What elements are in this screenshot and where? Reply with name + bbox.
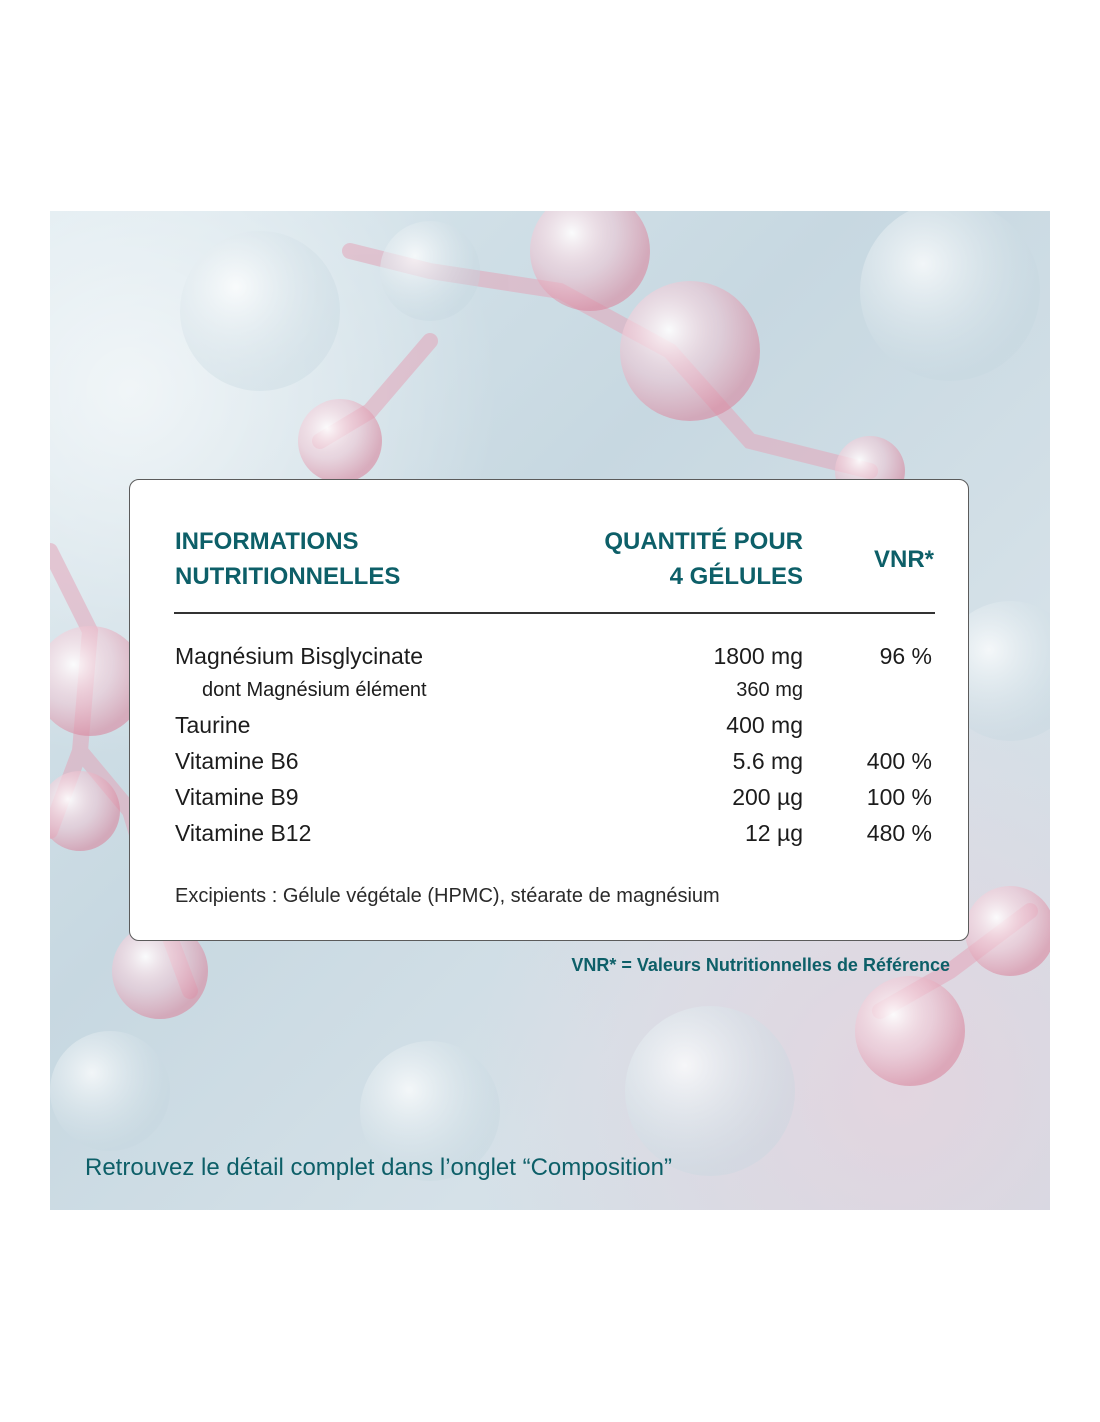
composition-tab-hint: Retrouvez le détail complet dans l’onglet “Composition”: [85, 1154, 672, 1181]
nutrient-quantity: 5.6 mg: [732, 748, 803, 774]
nutrient-name: Vitamine B12: [175, 820, 312, 846]
nutrient-quantity: 200 µg: [732, 784, 803, 810]
column-header-vnr: VNR*: [873, 546, 934, 573]
nutrient-name: Vitamine B6: [175, 748, 299, 774]
column-header-quantity: QUANTITÉ POUR 4 GÉLULES: [604, 528, 803, 590]
nutrient-vnr: 480 %: [866, 820, 932, 846]
background-panel: [50, 211, 1050, 1210]
table-row: [130, 679, 968, 715]
nutrient-name: Magnésium Bisglycinate: [175, 643, 424, 669]
header-divider: [174, 612, 935, 614]
nutrition-table-card: [129, 479, 969, 941]
nutrient-name: Taurine: [175, 712, 251, 738]
table-row: [130, 784, 968, 820]
table-row: [130, 748, 968, 784]
nutrient-vnr: 400 %: [866, 748, 932, 774]
nutrient-quantity: 1800 mg: [713, 643, 803, 669]
table-row: [130, 643, 968, 679]
table-row: [130, 820, 968, 856]
vnr-footnote: VNR* = Valeurs Nutritionnelles de Référence: [571, 955, 950, 975]
nutrient-quantity: 360 mg: [736, 679, 803, 701]
nutrient-quantity: 12 µg: [744, 820, 803, 846]
nutrient-vnr: 100 %: [866, 784, 932, 810]
excipients-text: Excipients : Gélule végétale (HPMC), stéarate de magnésium: [175, 885, 720, 907]
table-row: [130, 712, 968, 748]
nutrient-quantity: 400 mg: [726, 712, 803, 738]
nutrient-vnr: 96 %: [879, 643, 932, 669]
nutrient-name: dont Magnésium élément: [202, 679, 427, 701]
nutrient-name: Vitamine B9: [175, 784, 299, 810]
column-header-name: INFORMATIONS NUTRITIONNELLES: [175, 528, 401, 590]
